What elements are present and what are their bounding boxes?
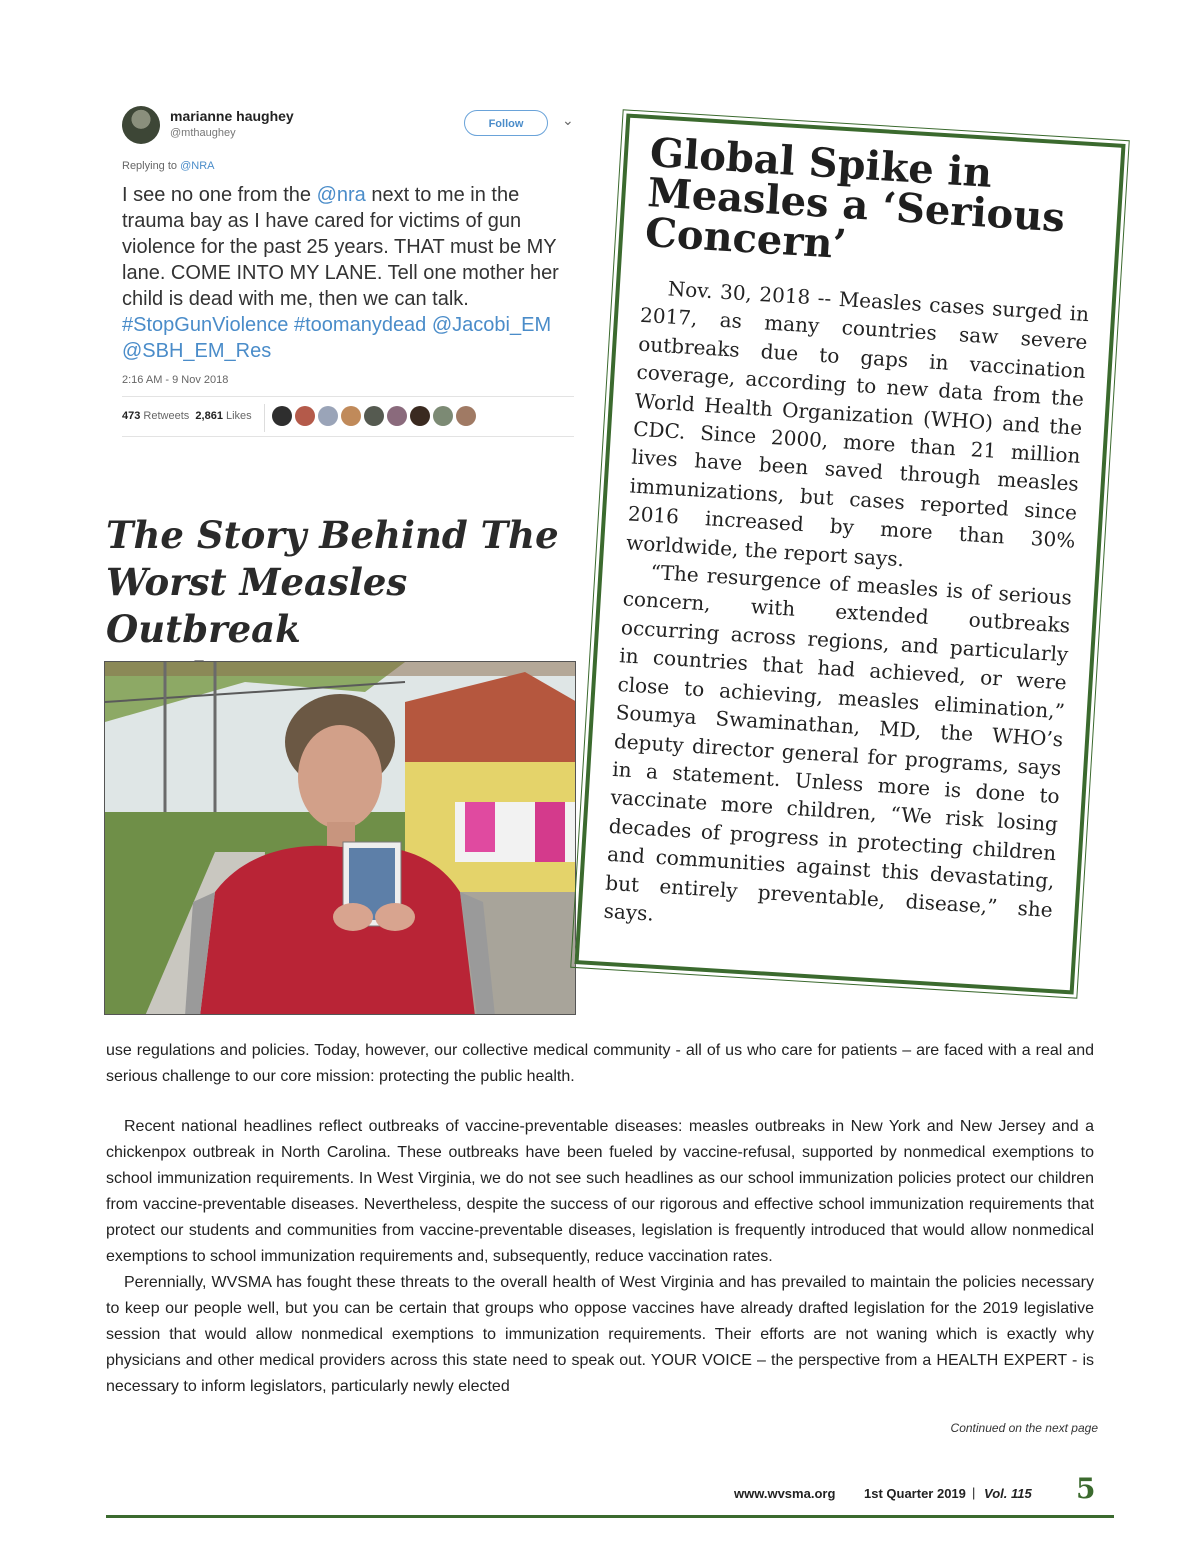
liker-avatars <box>272 406 476 426</box>
follow-button: Follow <box>464 110 548 136</box>
body-paragraph: use regulations and policies. Today, however, our collective medical community - all of us who care for patients – are faced with a real and serious challenge to our core mission: protecting the public health. <box>106 1042 1094 1085</box>
sidebar-paragraph: “The resurgence of measles is of serious concern, with extended outbreaks occurring across regions, and particularly in countries that had achieved, or were close to achieving, measles elimination,” Soumya Swaminathan, MD, the WHO’s deputy director general for programs, says in a statement. Unless more is done to vaccinate more children, “We risk losing decades of progress in protecting children and communities against this devastating, but entirely preventable, disease,” she says. <box>603 559 1073 926</box>
liker-avatar <box>318 406 338 426</box>
woman-holding-photo-image <box>104 661 576 1015</box>
liker-avatar <box>433 406 453 426</box>
retweet-label: Retweets <box>143 410 190 422</box>
reply-prefix: Replying to <box>122 160 178 172</box>
page-footer <box>106 1472 1096 1520</box>
chevron-down-icon: ⌄ <box>562 112 574 128</box>
footer-issue: 1st Quarter 2019 <box>864 1486 966 1501</box>
footer-separator: | <box>972 1485 976 1500</box>
body-paragraph: Recent national headlines reflect outbreaks of vaccine-preventable diseases: measles outbreaks in New York and New Jersey and a chickenpox outbreak in North Carolina. These outbreaks have been fueled by vaccine-refusal, supported by nonmedical exemptions to school immunization requirements. In West Virginia, we do not see such headlines as our school immunization policies protect our children from vaccine-preventable diseases. Nevertheless, despite the success of our rigorous and effective school immunization requirements that protect our students and communities from vaccine-preventable diseases, legislation is frequently introduced that would allow nonmedical exemptions to school immunization requirements and, subsequently, reduce vaccination rates. <box>106 1118 1094 1265</box>
tweet-timestamp: 2:16 AM - 9 Nov 2018 <box>122 374 229 386</box>
tweet-author-handle: @mthaughey <box>170 127 236 139</box>
tweet-reply-context <box>122 160 215 172</box>
retweet-count: 473 <box>122 410 141 422</box>
tweet-mention-nra: @nra <box>316 184 366 206</box>
liker-avatar <box>341 406 361 426</box>
tweet-text-part-1: I see no one from the <box>122 184 317 206</box>
page-number: 5 <box>1076 1472 1096 1505</box>
liker-avatar <box>272 406 292 426</box>
sidebar-body <box>603 273 1090 952</box>
tweet-author-name: marianne haughey <box>170 108 294 124</box>
liker-avatar <box>410 406 430 426</box>
reply-mention: @NRA <box>180 160 215 172</box>
liker-avatar <box>387 406 407 426</box>
tweet-divider <box>122 436 574 437</box>
story-heading-line: Worst Measles Outbreak <box>106 560 408 651</box>
sidebar-paragraph: Nov. 30, 2018 -- Measles cases surged in 2017, as many countries saw severe outbreaks due to gaps in vaccination coverage, according to new data from the World Health Organization (WHO) and the CDC. Since 2000, more than 21 million lives have been saved through measles immunizations, but cases reported since 2016 increased by more than 30% worldwide, the report says. <box>625 276 1090 571</box>
photo-illustration <box>105 662 576 1015</box>
like-count: 2,861 <box>195 410 223 422</box>
body-paragraph: Perennially, WVSMA has fought these threats to the overall health of West Virginia and has prevailed to maintain the policies necessary to keep our people well, but you can be certain that groups who oppose vaccines have already drafted legislation for the 2019 legislative session that would allow nonmedical exemptions to immunization requirements. Their efforts are not waning which is exactly why physicians and other medical providers across this state need to speak out. YOUR VOICE – the perspective from a HEALTH EXPERT - is necessary to inform legislators, particularly newly elected <box>106 1274 1094 1395</box>
article-body <box>106 1038 1094 1400</box>
user-avatar <box>122 106 160 144</box>
tweet-stats <box>122 410 252 422</box>
tweet-divider <box>122 396 574 397</box>
footer-rule <box>106 1515 1114 1518</box>
tweet-text <box>122 182 574 364</box>
story-heading-line: The Story Behind The <box>106 513 559 557</box>
liker-avatar <box>456 406 476 426</box>
liker-avatar <box>364 406 384 426</box>
tweet-hashtags: #StopGunViolence #toomanydead @Jacobi_EM @SBH_EM_Res <box>122 314 552 362</box>
liker-avatar <box>295 406 315 426</box>
sidebar-title: Global Spike in Measles a ‘Serious Concern’ <box>643 129 1067 269</box>
embedded-tweet <box>112 98 582 443</box>
footer-website: www.wvsma.org <box>734 1486 836 1501</box>
footer-volume: Vol. 115 <box>984 1486 1032 1501</box>
continued-note: Continued on the next page <box>950 1421 1098 1435</box>
stats-separator <box>264 404 265 432</box>
like-label: Likes <box>226 410 252 422</box>
tweet-text-part-2: next to me in the trauma bay as I have cared for victims of gun violence for the past 25 years. THAT must be MY lane. COME INTO MY LANE. Tell one mother her child is dead with me, then we can talk. <box>122 184 559 310</box>
measles-sidebar-box <box>574 114 1125 995</box>
